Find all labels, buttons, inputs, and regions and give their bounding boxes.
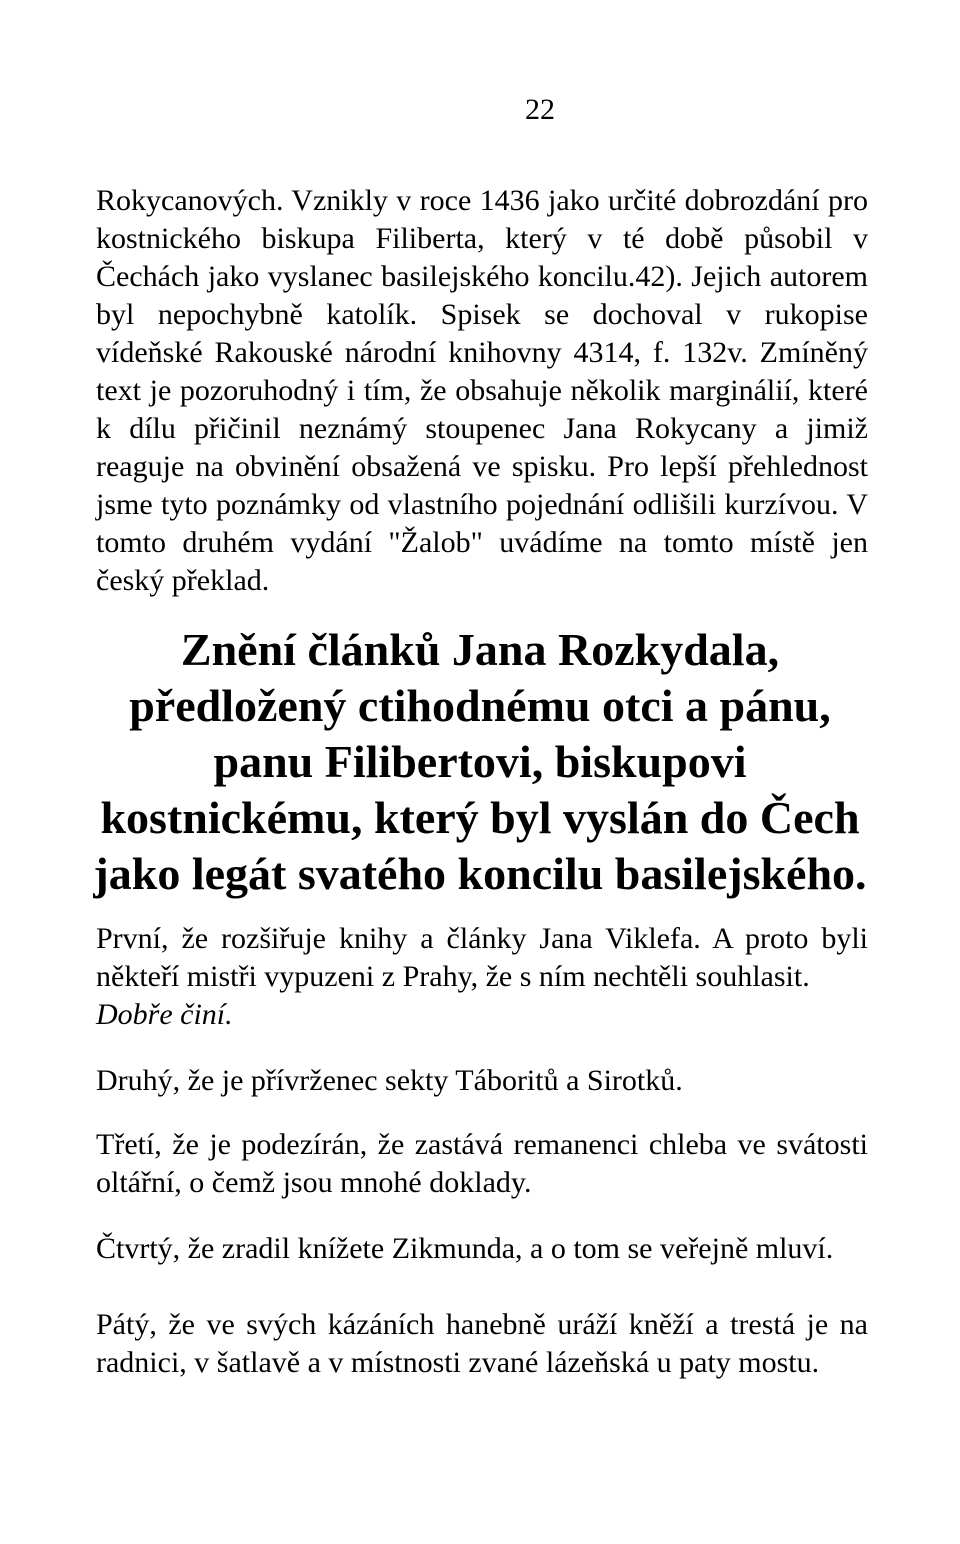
intro-paragraph: Rokycanových. Vznikly v roce 1436 jako určité dobrozdání pro kostnického biskupa Filiberta, který v té době působil v Čechách jako vyslanec basilejského koncilu.42). Jejich autorem byl nepochybně katolík. Spisek se dochoval v rukopise vídeňské Rakouské národní knihovny 4314, f. 132v. Zmíněný text je pozoruhodný i tím, že obsahuje několik marginálií, které k dílu přičinil neznámý stoupenec Jana Rokycany a jimiž reaguje na obvinění obsažená ve spisku. Pro lepší přehlednost jsme tyto poznámky od vlastního pojednání odlišili kurzívou. V tomto druhém vydání "Žalob" uvádíme na tomto místě jen český překlad. bbox=[96, 184, 868, 597]
article-fourth: Čtvrtý, že zradil knížete Zikmunda, a o tom se veřejně mluví. bbox=[96, 1232, 834, 1265]
article-fifth: Pátý, že ve svých kázáních hanebně uráží kněží a trestá je na radnici, v šatlavě a v místnosti zvané lázeňská u paty mostu. bbox=[96, 1308, 868, 1379]
section-heading: Znění článků Jana Rozkydala, předložený ctihodnému otci a pánu, panu Filibertovi, biskupovi kostnickému, který byl vyslán do Čech jako legát svatého koncilu basilejského. bbox=[93, 624, 867, 899]
article-first-text: První, že rozšiřuje knihy a články Jana Viklefa. A proto byli někteří mistři vypuzeni z Prahy, že s ním nechtěli souhlasit. bbox=[96, 922, 868, 993]
page-number: 22 bbox=[525, 93, 555, 126]
article-third: Třetí, že je podezírán, že zastává remanenci chleba ve svátosti oltářní, o čemž jsou mnohé doklady. bbox=[96, 1128, 868, 1199]
article-second: Druhý, že je přívrženec sekty Táboritů a Sirotků. bbox=[96, 1064, 683, 1097]
article-first bbox=[96, 920, 868, 1034]
marginal-note: Dobře činí. bbox=[96, 998, 233, 1031]
